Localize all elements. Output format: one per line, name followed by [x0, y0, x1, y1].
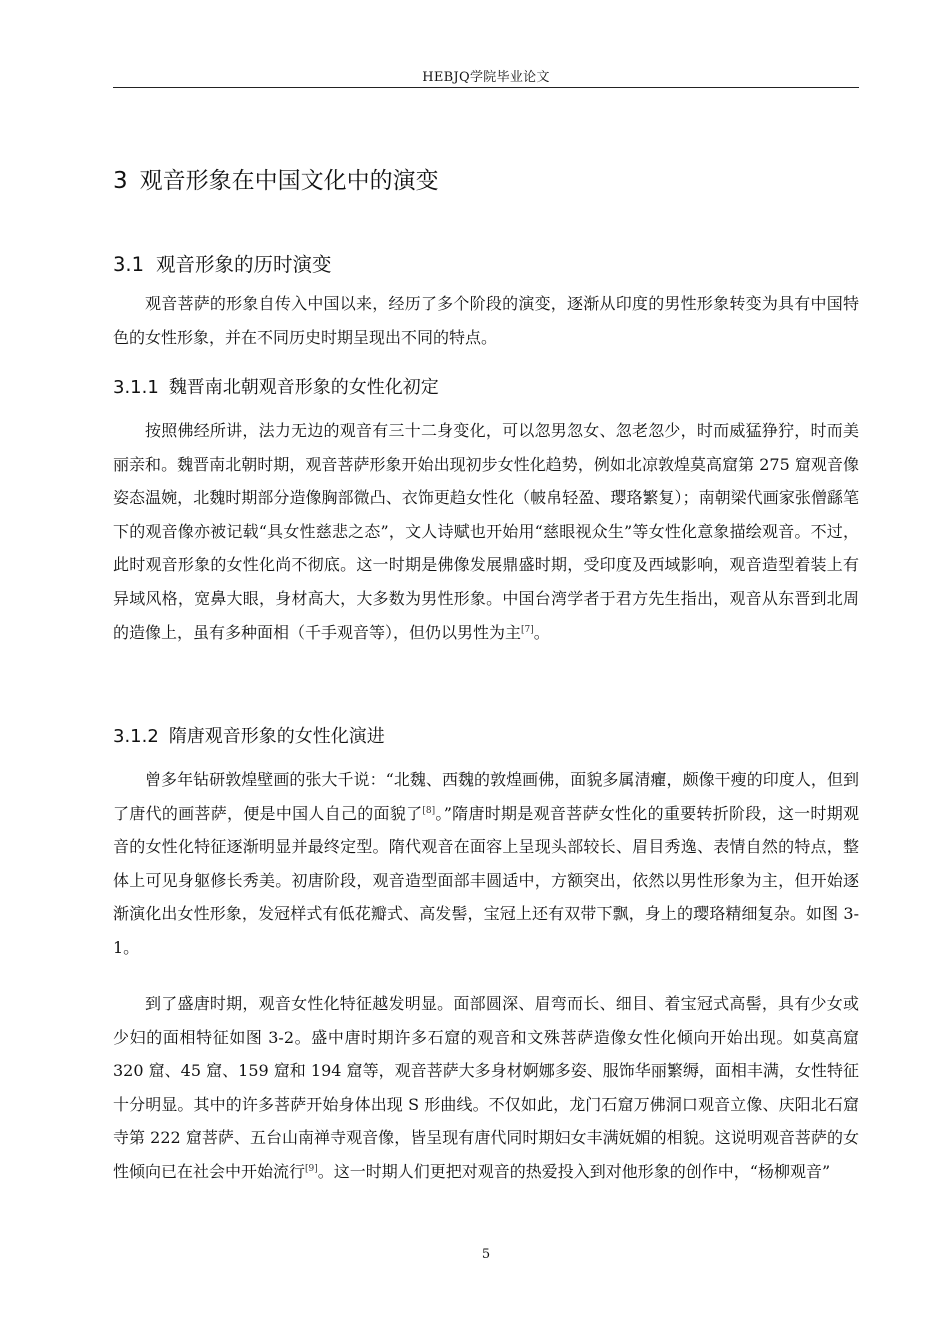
subsection-heading-3-1-2	[113, 722, 385, 748]
chapter-title	[113, 162, 439, 195]
paragraph-text: 按照佛经所讲，法力无边的观音有三十二身变化，可以忽男忽女、忽老忽少，时而威猛狰狞，时而美丽亲和。魏晋南北朝时期，观音菩萨形象开始出现初步女性化趋势，例如北凉敦煌莫高窟第 275 窟观音像姿态温婉，北魏时期部分造像胸部微凸、衣饰更趋女性化（帔帛轻盈、璎珞繁复）；南朝梁代画家张僧繇笔下的观音像亦被记载“具女性慈悲之态”，文人诗赋也开始用“慈眼视众生”等女性化意象描绘观音。不过，此时观音形象的女性化尚不彻底。这一时期是佛像发展鼎盛时期，受印度及西域影响，观音造型着装上有异域风格，宽鼻大眼，身材高大，大多数为男性形象。中国台湾学者于君方先生指出，观音从东晋到北周的造像上，虽有多种面相（千手观音等），但仍以男性为主	[113, 421, 859, 642]
paragraph-tail: 。这一时期人们更把对观音的热爱投入到对他形象的创作中，“杨柳观音”	[317, 1161, 831, 1181]
section-heading-3-1	[113, 249, 332, 277]
section-title-text: 观音形象的历时演变	[156, 253, 332, 276]
citation-8[interactable]: [8]	[422, 805, 436, 816]
paragraph-text: 到了盛唐时期，观音女性化特征越发明显。面部圆深、眉弯而长、细目、着宝冠式高髻，具有少女或少妇的面相特征如图 3-2。盛中唐时期许多石窟的观音和文殊菩萨造像女性化倾向开始出现。如莫高窟 320 窟、45 窟、159 窟和 194 窟等，观音菩萨大多身材婀娜多姿、服饰华丽繁缛，面相丰满，女性特征十分明显。其中的许多菩萨开始身体出现 S 形曲线。不仅如此，龙门石窟万佛洞口观音立像、庆阳北石窟寺第 222 窟菩萨、五台山南禅寺观音像，皆呈现有唐代同时期妇女丰满妩媚的相貌。这说明观音菩萨的女性倾向已在社会中开始流行	[113, 994, 859, 1181]
paragraph-weijin	[113, 414, 859, 649]
subsection-number: 3.1.1	[113, 377, 159, 398]
paragraph-tail: 。”隋唐时期是观音菩萨女性化的重要转折阶段，这一时期观音的女性化特征逐渐明显并最终定型。隋代观音在面容上呈现头部较长、眉目秀逸、表情自然的特点，整体上可见身躯修长秀美。初唐阶段，观音造型面部丰圆适中，方额突出，依然以男性形象为主，但开始逐渐演化出女性形象，发冠样式有低花瓣式、高发髻，宝冠上还有双带下飘，身上的璎珞精细复杂。如图 3-1。	[113, 803, 859, 957]
paragraph-intro: 观音菩萨的形象自传入中国以来，经历了多个阶段的演变，逐渐从印度的男性形象转变为具有中国特色的女性形象，并在不同历史时期呈现出不同的特点。	[113, 294, 859, 347]
header-rule	[113, 87, 859, 88]
paragraph-text: 曾多年钻研敦煌壁画的张大千说：“北魏、西魏的敦煌画佛，面貌多属清癯，颇像干瘦的印度人，但到了唐代的画菩萨，便是中国人自己的面貌了	[113, 770, 859, 823]
paragraph-tail: 。	[533, 622, 550, 642]
subsection-title-text: 魏晋南北朝观音形象的女性化初定	[168, 377, 439, 398]
subsection-heading-3-1-1	[113, 373, 439, 399]
page-number: 5	[481, 1247, 491, 1262]
running-header: HEBJQ学院毕业论文	[422, 70, 550, 85]
citation-9[interactable]: [9]	[305, 1163, 318, 1174]
citation-7[interactable]: [7]	[521, 624, 534, 635]
subsection-number: 3.1.2	[113, 726, 159, 747]
section-number: 3.1	[113, 253, 145, 276]
paragraph-suitang	[113, 763, 859, 965]
paragraph-shengtang	[113, 987, 859, 1189]
chapter-title-text: 观音形象在中国文化中的演变	[139, 168, 439, 194]
subsection-title-text: 隋唐观音形象的女性化演进	[168, 726, 385, 747]
chapter-number: 3	[113, 168, 128, 194]
